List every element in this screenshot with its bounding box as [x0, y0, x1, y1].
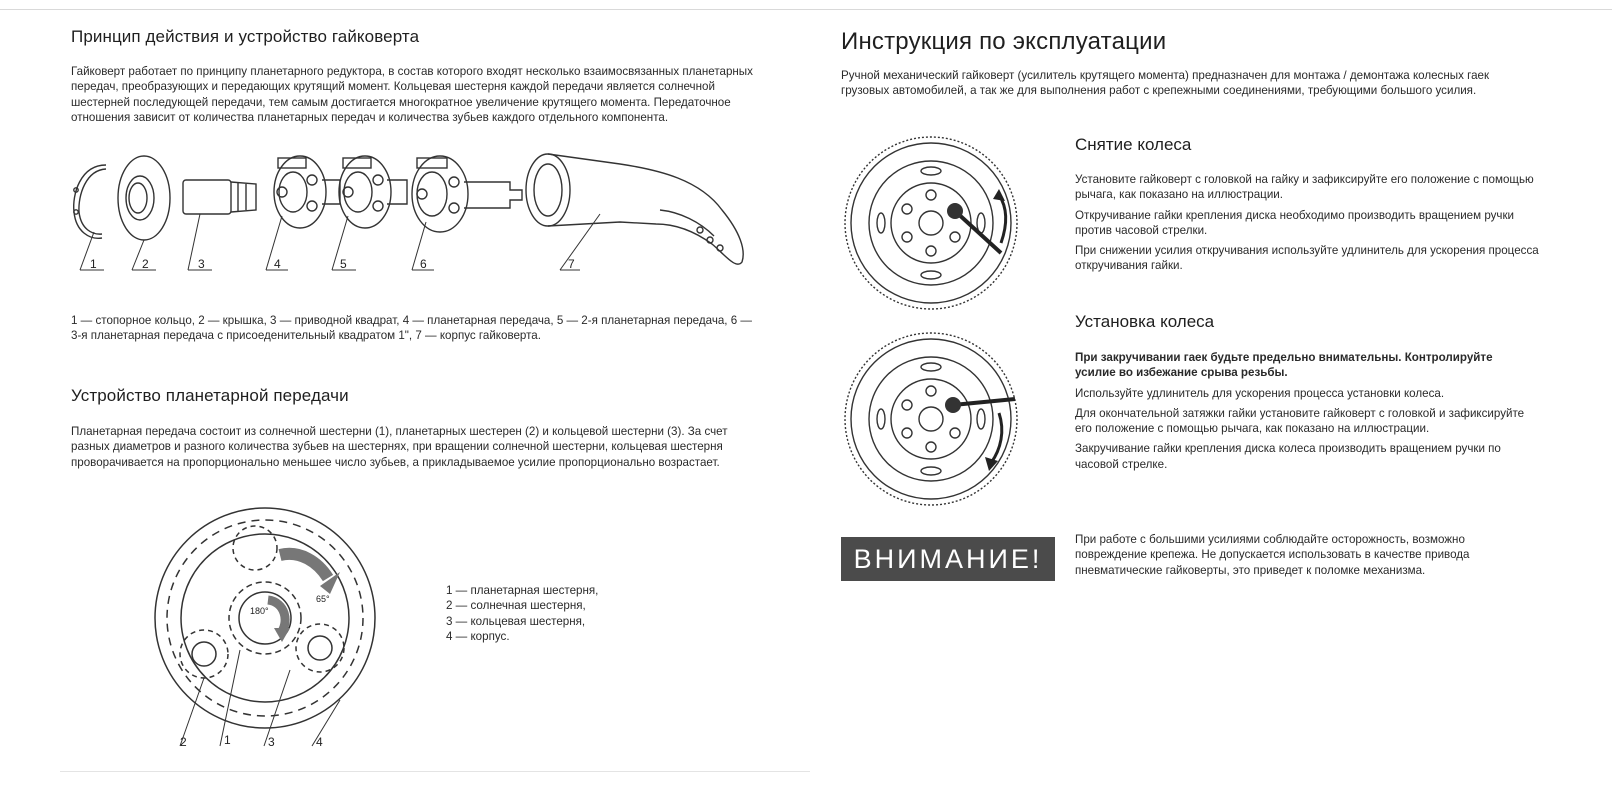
ring-gear [181, 534, 349, 702]
planetary-gear-diagram [140, 500, 410, 760]
gear-label-4: 4 [316, 735, 323, 749]
part-label-5: 5 [340, 257, 347, 271]
removal-text [1075, 172, 1545, 279]
section-title-principle: Принцип действия и устройство гайковерта [71, 27, 420, 46]
wheel-install-illustration [843, 329, 1023, 509]
angle-sun-label: 180° [250, 606, 269, 616]
part-label-1: 1 [90, 257, 97, 271]
install-step-1: Используйте удлинитель для ускорения процесса установки колеса. [1075, 386, 1445, 400]
planet-gear-top [233, 526, 277, 570]
part-label-4: 4 [274, 257, 281, 271]
install-step-3: Закручивание гайки крепления диска колеса производить вращением ручки по часовой стрелке. [1075, 442, 1501, 471]
legend-item: 1 — планетарная шестерня, [446, 584, 599, 597]
removal-step-3: При снижении усилия откручивания используйте удлинитель для ускорения процесса откручивания гайки. [1075, 244, 1539, 273]
install-title: Установка колеса [1075, 312, 1215, 331]
wrench-body [526, 154, 743, 264]
drive-square [183, 180, 231, 214]
install-warning: При закручивании гаек будьте предельно внимательны. Контролируйте усилие во избежание срыва резьбы. [1075, 351, 1493, 380]
removal-step-1: Установите гайковерт с головкой на гайку и зафиксируйте его положение с помощью рычага, как показано на иллюстрации. [1075, 173, 1534, 202]
principle-paragraph: Гайковерт работает по принципу планетарного редуктора, в состав которого входят несколько взаимосвязанных планетарных передач, преобразующих и передающих крутящий момент. Кольцевая шестерня каждой передачи является солнечной шестерней последующей передачи, тем самым достигается многократное увеличение крутящего момента. Передаточное отношения зависит от количества планетарных передач и количества зубьев каждого отдельного компонента. [71, 65, 753, 124]
removal-step-2: Откручивание гайки крепления диска необходимо производить вращением ручки против часовой стрелки. [1075, 208, 1515, 237]
section-title-planetary: Устройство планетарной передачи [71, 386, 349, 405]
counterclockwise-arrow-icon [999, 195, 1006, 243]
legend-item: 4 — корпус. [446, 629, 510, 643]
bottom-divider [60, 771, 810, 772]
attention-text: При работе с большими усилиями соблюдайте осторожность, возможно повреждение крепежа. Не допускается использовать в качестве привода пневматические гайковерты, это приведет к поломке механизма. [1075, 533, 1470, 577]
removal-title: Снятие колеса [1075, 135, 1192, 154]
legend-item: 2 — солнечная шестерня, [446, 599, 586, 613]
planetary-gear-2 [339, 156, 407, 228]
exploded-parts-diagram [60, 150, 780, 280]
planetary-gear-3 [412, 156, 522, 232]
parts-caption: 1 — стопорное кольцо, 2 — крышка, 3 — приводной квадрат, 4 — планетарная передача, 5 — 2-я планетарная передача, 6 — 3-я планетарная передача с присоеденительный квадратом 1", 7 — корпус гайковерта. [71, 314, 753, 343]
gear-label-2: 2 [180, 735, 187, 749]
gear-label-1: 1 [224, 733, 231, 747]
angle-ring-label: 65° [316, 594, 330, 604]
sun-gear [229, 582, 301, 654]
part-label-7: 7 [568, 257, 575, 271]
gear-legend [446, 583, 598, 644]
part-label-6: 6 [420, 257, 427, 271]
attention-banner: ВНИМАНИЕ! [841, 537, 1055, 581]
housing-outer [155, 508, 375, 728]
planet-gear-right [296, 624, 344, 672]
planetary-gear-1 [274, 156, 340, 228]
wrench-lever [953, 399, 1015, 405]
rotation-arrow-ring [280, 554, 328, 578]
install-text [1075, 350, 1535, 477]
planetary-paragraph: Планетарная передача состоит из солнечной шестерни (1), планетарных шестерен (2) и кольцевой шестерни (3). За счет разных диаметров и разного количества зубьев на шестернях, при вращении солнечной шестерни, кольцевая шестерня проворачивается на пропорционально меньшее число зубьев, а прикладываемое усилие пропорционально возрастает. [71, 425, 728, 469]
planet-gear-left [180, 630, 228, 678]
wheel-removal-illustration [843, 133, 1023, 313]
install-step-2: Для окончательной затяжки гайки установите гайковерт с головкой и зафиксируйте его положение с помощью рычага, как показано на иллюстрации. [1075, 406, 1525, 436]
top-border [0, 9, 1612, 10]
part-label-3: 3 [198, 257, 205, 271]
gear-label-3: 3 [268, 735, 275, 749]
legend-item: 3 — кольцевая шестерня, [446, 614, 586, 628]
page-title: Инструкция по эксплуатации [841, 28, 1167, 55]
part-label-2: 2 [142, 257, 149, 271]
intro-paragraph: Ручной механический гайковерт (усилитель крутящего момента) предназначен для монтажа / демонтажа колесных гаек грузовых автомобилей, а так же для выполнения работ с крепежными соединениями, требующими большого усилия. [841, 69, 1490, 98]
